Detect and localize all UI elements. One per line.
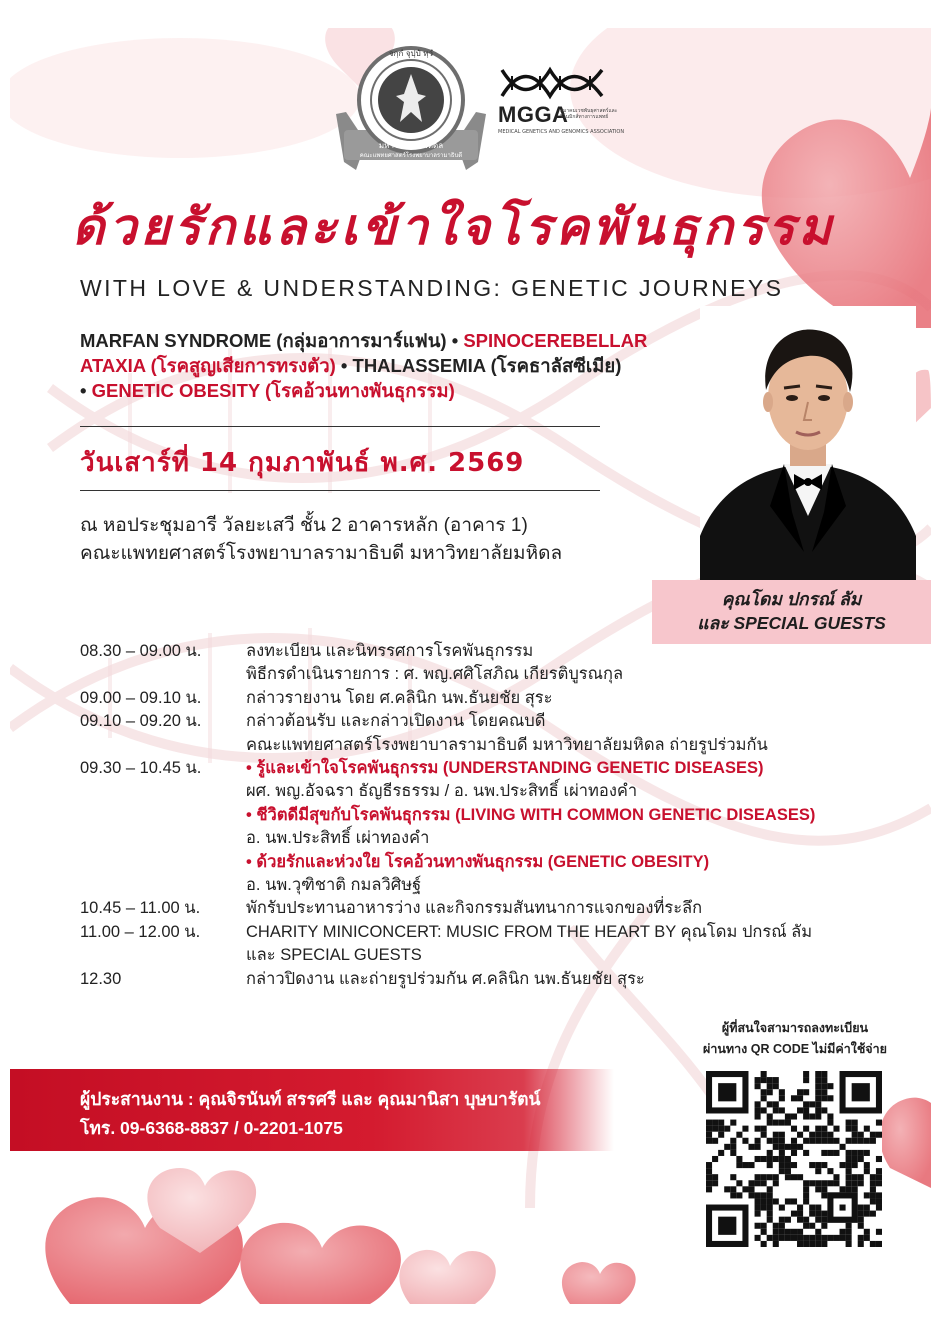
schedule-time: 09.30 – 10.45 น.	[80, 759, 202, 778]
schedule-row	[80, 968, 900, 991]
disease-marfan: MARFAN SYNDROME (กลุ่มอาการมาร์แฟน)	[80, 330, 447, 351]
guest-name: คุณโดม ปกรณ์ ลัม	[721, 589, 862, 609]
schedule-description: อ. นพ.วุฑิชาติ กมลวิศิษฐ์	[246, 876, 422, 895]
schedule-description: ลงทะเบียน และนิทรรศการโรคพันธุกรรม	[246, 642, 534, 660]
schedule-time	[80, 851, 246, 874]
registration-qr-code[interactable]	[706, 1071, 882, 1247]
seal-text-bottom: คณะแพทยศาสตร์โรงพยาบาลรามาธิบดี	[359, 152, 463, 159]
schedule-row	[80, 640, 900, 663]
venue-line-2: คณะแพทยศาสตร์โรงพยาบาลรามาธิบดี มหาวิทยาลัยมหิดล	[80, 543, 563, 564]
schedule-row	[80, 687, 900, 710]
schedule-time	[80, 874, 246, 897]
schedule-time: 09.00 – 09.10 น.	[80, 688, 202, 707]
schedule-time: 12.30	[80, 969, 122, 988]
title-thai: ด้วยรักและเข้าใจโรคพันธุกรรม	[72, 197, 836, 256]
schedule-row	[80, 780, 900, 803]
schedule-row	[80, 874, 900, 897]
schedule-description: และ SPECIAL GUESTS	[246, 946, 422, 965]
bullet-separator: •	[80, 380, 92, 401]
schedule-row	[80, 851, 900, 874]
divider-bottom	[80, 490, 600, 491]
schedule-description: คณะแพทยศาสตร์โรงพยาบาลรามาธิบดี มหาวิทยาลัยมหิดล ถ่ายรูปร่วมกัน	[246, 735, 768, 754]
schedule-row	[80, 757, 900, 780]
schedule-time: 09.10 – 09.20 น.	[80, 712, 202, 731]
schedule-time: 08.30 – 09.00 น.	[80, 642, 202, 660]
schedule-time	[80, 663, 246, 686]
schedule-time: 10.45 – 11.00 น.	[80, 899, 201, 918]
schedule-row	[80, 804, 900, 827]
schedule-description: ผศ. พญ.อัจฉรา ธัญธีรธรรม / อ. นพ.ประสิทธิ์ เผ่าทองคำ	[246, 782, 638, 801]
divider-top	[80, 426, 600, 427]
schedule-row	[80, 897, 900, 920]
mgga-desc-th: สมาคมเวชพันธุศาสตร์และจีโนมิกส์ทางการแพทย์	[560, 108, 618, 120]
contact-coordinators: ผู้ประสานงาน : คุณจิรนันท์ สรรศรี และ คุณมานิสา บุษบารัตน์	[80, 1089, 541, 1109]
venue	[80, 512, 640, 568]
title-english: WITH LOVE & UNDERSTANDING: GENETIC JOURNEYS	[80, 275, 784, 301]
schedule-time	[80, 827, 246, 850]
schedule-description: พิธีกรดำเนินรายการ : ศ. พญ.ศศิโสภิณ เกียรติบูรณกุล	[246, 665, 624, 684]
seal-text-mid: มหาวิทยาลัยมหิดล	[378, 141, 444, 150]
mgga-desc-en: MEDICAL GENETICS AND GENOMICS ASSOCIATION	[498, 129, 625, 135]
guest-portrait	[700, 306, 916, 580]
schedule-session-title: • ด้วยรักและห่วงใย โรคอ้วนทางพันธุกรรม (GENETIC OBESITY)	[246, 852, 710, 871]
mgga-name: MGGA	[498, 102, 569, 127]
event-date: วันเสาร์ที่ 14 กุมภาพันธ์ พ.ศ. 2569	[80, 448, 525, 478]
schedule-row	[80, 827, 900, 850]
schedule-row	[80, 663, 900, 686]
schedule-description: อ. นพ.ประสิทธิ์ เผ่าทองคำ	[246, 829, 430, 848]
schedule-time	[80, 734, 246, 757]
disease-sca-part2: ATAXIA (โรคสูญเสียการทรงตัว)	[80, 355, 336, 376]
seal-text-top: จกฺกํ จุปฺปํ ทฺวํ	[388, 49, 434, 58]
schedule-description: กล่าวรายงาน โดย ศ.คลินิก นพ.ธันยชัย สุระ	[246, 688, 553, 707]
schedule-session-title: • ชีวิตดีมีสุขกับโรคพันธุกรรม (LIVING WITH COMMON GENETIC DISEASES)	[246, 805, 816, 824]
venue-line-1: ณ หอประชุมอารี วัลยะเสวี ชั้น 2 อาคารหลัก (อาคาร 1)	[80, 515, 528, 536]
disease-sca-part1: SPINOCEREBELLAR	[463, 330, 648, 351]
schedule-time	[80, 804, 246, 827]
disease-list	[80, 328, 730, 403]
schedule-description: CHARITY MINICONCERT: MUSIC FROM THE HEART BY คุณโดม ปกรณ์ ลัม	[246, 922, 813, 941]
qr-note-line-1: ผู้ที่สนใจสามารถลงทะเบียน	[721, 1021, 869, 1035]
guest-name-box	[652, 580, 931, 644]
schedule-list	[80, 640, 900, 991]
mgga-logo	[498, 66, 625, 140]
dna-icon	[498, 66, 608, 100]
contact-bar	[10, 1069, 614, 1151]
schedule-row	[80, 710, 900, 733]
schedule-time	[80, 780, 246, 803]
qr-note-line-2: ผ่านทาง QR CODE ไม่มีค่าใช้จ่าย	[703, 1042, 887, 1056]
disease-thalassemia: THALASSEMIA (โรคธาลัสซีเมีย)	[352, 355, 622, 376]
qr-note	[686, 1018, 904, 1060]
event-poster	[10, 28, 931, 1304]
bullet-separator: •	[335, 355, 353, 376]
schedule-description: พักรับประทานอาหารว่าง และกิจกรรมสันทนาการแจกของที่ระลึก	[246, 899, 703, 918]
schedule-row	[80, 921, 900, 944]
schedule-session-title: • รู้และเข้าใจโรคพันธุกรรม (UNDERSTANDING GENETIC DISEASES)	[246, 759, 764, 778]
schedule-description: กล่าวต้อนรับ และกล่าวเปิดงาน โดยคณบดี	[246, 712, 546, 731]
schedule-description: กล่าวปิดงาน และถ่ายรูปร่วมกัน ศ.คลินิก นพ.ธันยชัย สุระ	[246, 969, 645, 988]
contact-phone: โทร. 09-6368-8837 / 0-2201-1075	[80, 1118, 343, 1138]
schedule-row	[80, 944, 900, 967]
ramathibodi-seal-logo	[326, 42, 496, 182]
schedule-time: 11.00 – 12.00 น.	[80, 922, 201, 941]
bullet-separator: •	[446, 330, 464, 351]
guest-special: และ SPECIAL GUESTS	[697, 613, 886, 633]
disease-obesity: GENETIC OBESITY (โรคอ้วนทางพันธุกรรม)	[91, 380, 455, 401]
schedule-time	[80, 944, 246, 967]
schedule-row	[80, 734, 900, 757]
